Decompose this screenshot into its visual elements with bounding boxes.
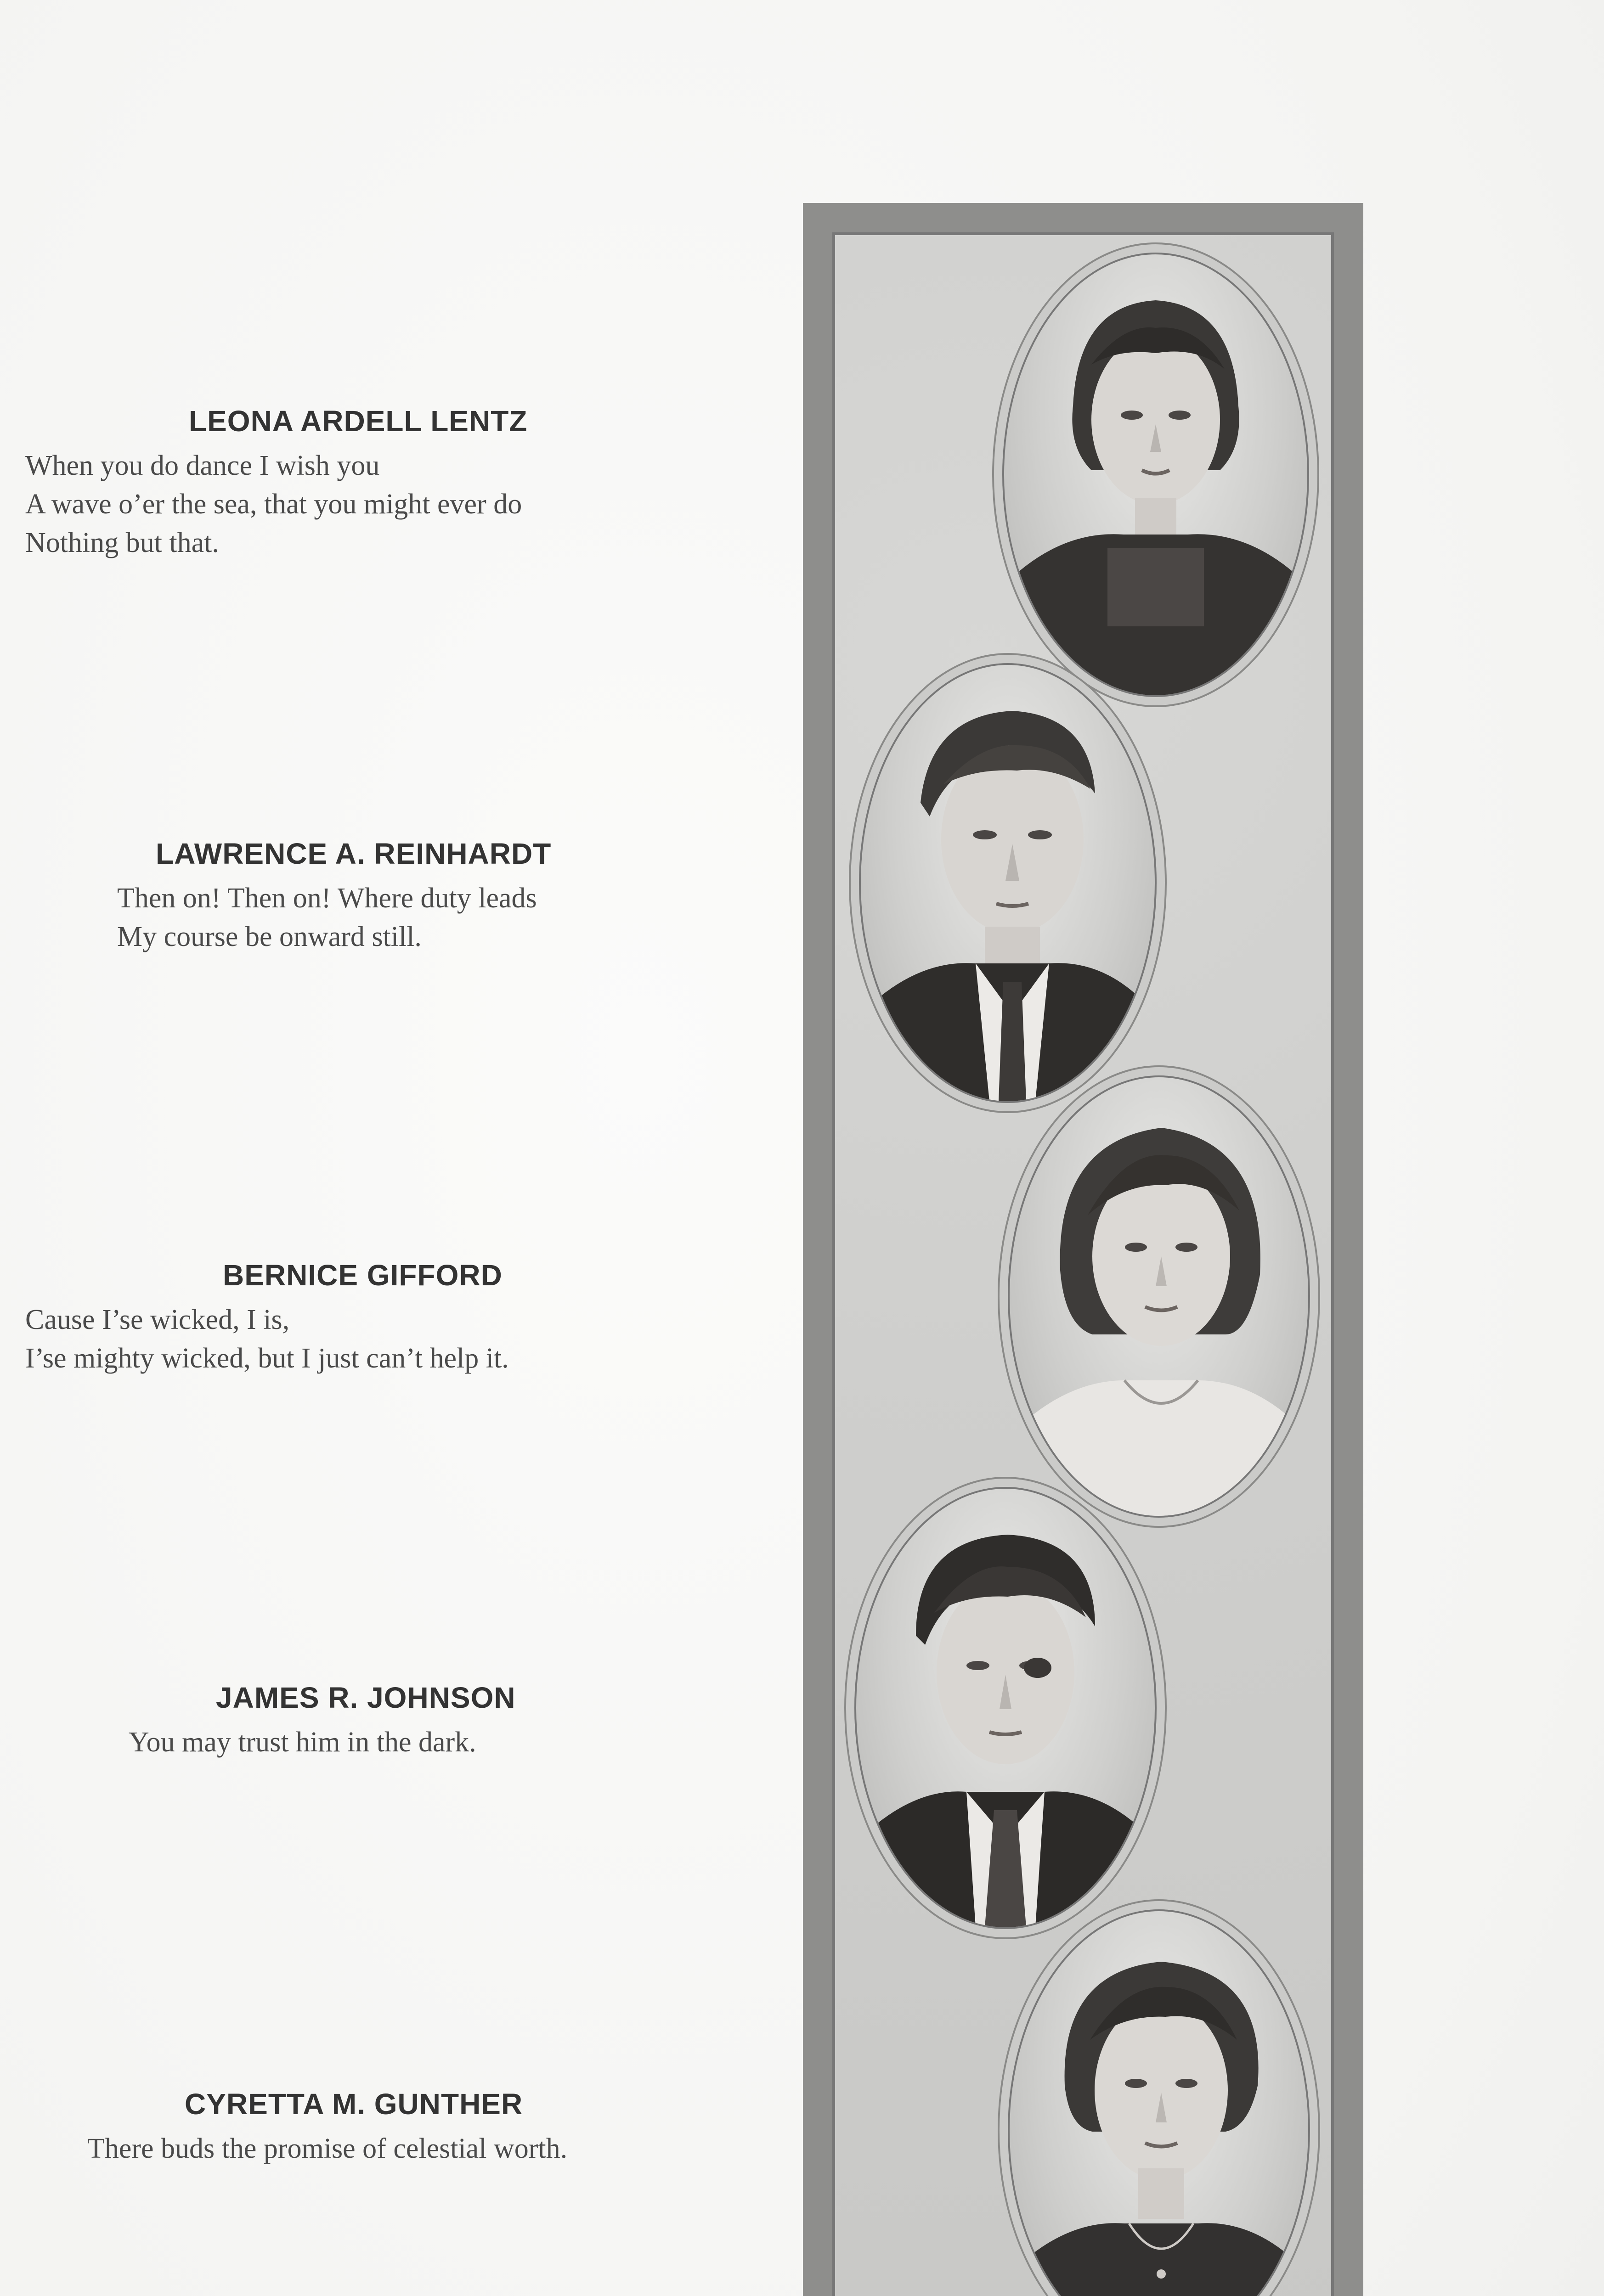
- student-name: LEONA ARDELL LENTZ: [189, 405, 528, 438]
- student-quote: [117, 879, 551, 956]
- quote-line: Cause I’se wicked, I is,: [25, 1304, 290, 1335]
- student-quote: [129, 1723, 516, 1761]
- student-quote: [87, 2129, 567, 2168]
- photo-strip: [803, 203, 1363, 2296]
- portrait-lentz: [1002, 253, 1309, 697]
- quote-line: A wave o’er the sea, that you might ever do: [25, 489, 522, 520]
- student-name: LAWRENCE A. REINHARDT: [156, 837, 552, 870]
- student-quote: [25, 446, 527, 562]
- student-quote: [25, 1300, 509, 1378]
- portrait-reinhardt: [859, 663, 1157, 1103]
- quote-line: Nothing but that.: [25, 527, 219, 558]
- quote-line: My course be onward still.: [117, 921, 422, 952]
- student-name: JAMES R. JOHNSON: [216, 1681, 516, 1714]
- quote-line: Then on! Then on! Where duty leads: [117, 883, 537, 914]
- senior-entry-gifford: [25, 1258, 509, 1378]
- quote-line: When you do dance I wish you: [25, 450, 380, 481]
- student-name: CYRETTA M. GUNTHER: [185, 2088, 523, 2121]
- quote-line: You may trust him in the dark.: [129, 1727, 476, 1758]
- portrait-johnson: [854, 1487, 1157, 1929]
- quote-line: There buds the promise of celestial worth.: [87, 2133, 568, 2164]
- quote-line: I’se mighty wicked, but I just can’t help it.: [25, 1343, 509, 1374]
- portrait-gifford: [1008, 1075, 1310, 1518]
- senior-entry-gunther: [87, 2087, 567, 2168]
- senior-entry-lentz: [25, 404, 527, 562]
- senior-entry-johnson: [129, 1681, 516, 1761]
- student-name: BERNICE GIFFORD: [223, 1259, 503, 1292]
- senior-entry-reinhardt: [117, 837, 551, 956]
